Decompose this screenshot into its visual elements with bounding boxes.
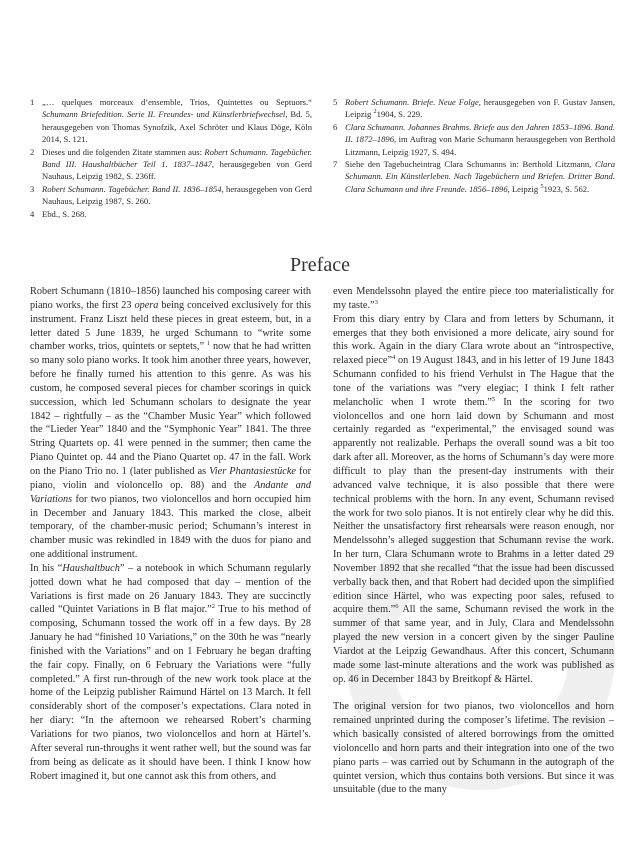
- text-run: Siehe den Tagebucheintrag Clara Schumanns in: Berthold Litzmann,: [345, 159, 595, 170]
- footnote-number: 5: [333, 97, 338, 107]
- text-run: Dieses und die folgenden Zitate stammen aus:: [42, 146, 205, 157]
- footnote-reference: 6: [395, 603, 399, 611]
- footnote-reference: 4: [392, 354, 396, 362]
- text-run: , im Auftrag von Marie Schumann herausgegeben von Berthold Litzmann, Leipzig 1927, S. 494.: [345, 134, 616, 157]
- footnote-reference: 3: [374, 298, 378, 306]
- text-run: , herausgegeben von Gerd Nauhaus, Leipzig 1982, S. 236ff.: [42, 159, 312, 182]
- paragraph: [30, 562, 311, 784]
- italic-text: Haushaltbuch: [62, 562, 120, 574]
- italic-text: Robert Schumann. Tagebücher. Band III. Haushaltbücher Teil 1. 1837–1847: [42, 146, 312, 170]
- text-run: on 19 August 1843, and in his letter of 19 June 1843 Schumann confided to his friend Verhulst in The Hague that the tone of the variations was “very elegiac; I think I felt rather melancholic when I wrote them.”: [333, 355, 614, 408]
- footnotes-left: [30, 96, 312, 220]
- text-run: 1923, S. 562.: [543, 183, 590, 194]
- footnote: [30, 208, 312, 220]
- footnote-reference: 5: [491, 395, 496, 403]
- footnote-reference: 1: [206, 340, 211, 348]
- footnote-number: 1: [30, 97, 35, 107]
- text-run: Ebd., S. 268.: [42, 208, 87, 219]
- footnote: [333, 96, 615, 121]
- text-run: even Mendelssohn played the entire piece too materialistically for my taste.”: [333, 286, 614, 311]
- footnote-reference: 5: [540, 182, 544, 190]
- footnote-reference: 2: [211, 603, 215, 611]
- text-run: True to his method of composing, Schumann tossed the work off in a few days. By 28 January he had “finished 10 Variations,” on the 30th he was “nearly finished with the Variations” and on 1 February he began drafting the fair copy. Finally, on 6 February the Variations were “fully completed.” A first run-through of the new work took place at the home of the Leipzig publisher Raimund Härtel on 13 March. It fell considerably short of the composer’s expectations. Clara noted in her diary: “In the afternoon we rehearsed Robert’s charming Variations for two pianos, two violoncellos and horn at Härtel’s. After several run-throughs it went rather well, but the sound was far from being as delicate as it should have been. I think I know how Robert imagined it, but one cannot ask this from others, and: [30, 604, 311, 782]
- footnote-number: 7: [333, 159, 338, 170]
- text-run: 1904, S. 229.: [376, 109, 423, 120]
- text-run: In the scoring for two violoncellos and one horn laid down by Schumann and most certainly regarded as “experimental,” the envisaged sound was apparently not realizable. Perhaps the overall sound was a bit too dark after all. Moreover, as the horns of Schumann’s day were more difficult to play than the present-day instruments with their advanced valve technique, it is also possible that there were technical problems with the horn. In any event, Schumann revised the work for two solo pianos. It is not entirely clear why he did this. Neither the unsatisfactory first rehearsals were reason enough, nor Mendelssohn’s alleged suggestion that Schumann revise the work. In her turn, Clara Schumann wrote to Brahms in a letter dated 29 November 1892 that she recalled “that the issue had been discussed verbally back then, and that Robert had decided upon the simplified edition since Härtel, who was expecting poor sales, refused to acquire them.”: [333, 396, 614, 616]
- body-column-right: [333, 285, 614, 797]
- paragraph: [30, 285, 311, 562]
- footnote: [30, 96, 312, 146]
- footnote-number: 3: [30, 183, 35, 194]
- italic-text: Andante and Variations: [30, 479, 311, 505]
- footnote: [333, 121, 615, 158]
- italic-text: Robert Schumann. Briefe. Neue Folge: [345, 97, 479, 107]
- footnote-number: 2: [30, 146, 35, 157]
- italic-text: Vier Phantasiestücke: [209, 465, 296, 477]
- italic-text: Schumann Briefedition. Serie II. Freundes- und Künstlerbriefwechsel: [42, 109, 286, 120]
- text-run: being conceived exclusively for this instrument. Franz Liszt held these pieces in great esteem, but, in a letter dated 5 June 1839, he urged Schumann to “write some chamber works, trios, quintets or septets,”: [30, 299, 311, 353]
- footnote-reference: 2: [373, 108, 377, 116]
- text-run: From this diary entry by Clara and from letters by Schumann, it emerges that they both envisioned a more delicate, airy sound for this work. Again in the diary Clara wrote about an “introspective, relaxed piece”: [333, 313, 614, 367]
- footnote-number: 4: [30, 208, 35, 219]
- text-run: for two pianos, two violoncellos and horn occupied him in December and January 1843. This marked the close, albeit temporary, of the chamber-music period; Schumann’s interest in chamber music was rekindled in 1849 with the duos for piano and one additional instrument.: [30, 493, 311, 561]
- paragraph: [333, 285, 614, 313]
- italic-text: Robert Schumann. Tagebücher. Band II. 1836–1854: [42, 183, 222, 194]
- text-run: All the same, Schumann revised the work in the summer of that same year, and in July, Clara and Mendelssohn played the new version in a concert given by the singer Pauline Viardot at the Leipzig Gewandhaus. After this concert, Schumann made some last-minute alterations and the work was published as op. 46 in December 1843 by Breitkopf & Härtel.: [333, 604, 614, 685]
- paragraph: [333, 313, 614, 687]
- footnote: [30, 183, 312, 208]
- italic-text: Clara Schumann. Ein Künstlerleben. Nach Tagebüchern und Briefen. Dritter Band. Clara Schumann und ihre Freunde. 1856–1896: [345, 159, 615, 194]
- text-run: , herausgegeben von F. Gustav Jansen, Leipzig: [345, 97, 615, 120]
- text-run: Robert Schumann (1810–1856) launched his composing career with piano works, the first 23: [30, 286, 311, 311]
- text-run: now that he had written so many solo piano works. It took him another three years, however, before he finally turned his attention to this genre. As was his custom, he composed several pieces for chamber scorings in quick succession, which led Schumann scholars to designate the year 1842 – rightfully – as the “Chamber Music Year” which followed the “Lieder Year” 1840 and the “Symphonic Year” 1841. The three String Quartets op. 41 were penned in the summer; then came the Piano Quintet op. 44 and the Piano Quartet op. 47 in the fall. Work on the Piano Trio no. 1 (later published as: [30, 341, 311, 477]
- text-run: for piano, violin and violoncello op. 88) and the: [30, 465, 311, 491]
- page-title: Preface: [290, 254, 350, 276]
- footnote: [333, 158, 615, 195]
- italic-text: opera: [134, 299, 159, 311]
- text-run: ” – a notebook in which Schumann regularly jotted down what he had composed that day – mention of the Variations is first made on 26 January 1843. They are succinctly called “Quintet Variations in B flat major.”: [30, 562, 311, 616]
- paragraph: [333, 700, 614, 797]
- footnotes-right: [333, 96, 615, 195]
- text-run: The original version for two pianos, two violoncellos and horn remained unprinted during the composer’s lifetime. The revision – which basically consisted of altered borrowings from the omitted violoncello and horn parts and their integration into one of the two piano parts – was carried out by Schumann in the autograph of the quintet version, which thus contains both versions. But since it was unsuitable (due to the many: [333, 701, 614, 796]
- footnote: [30, 146, 312, 183]
- text-run: , Bd. 5, herausgegeben von Thomas Synofzik, Axel Schröter und Klaus Döge, Köln 2014, S. 121.: [42, 109, 312, 145]
- footnote-number: 6: [333, 121, 338, 132]
- body-column-left: [30, 285, 311, 783]
- text-run: , herausgegeben von Gerd Nauhaus, Leipzig 1987, S. 260.: [42, 183, 312, 207]
- text-run: In his “: [30, 562, 63, 574]
- italic-text: Clara Schumann. Johannes Brahms. Briefe aus den Jahren 1853–1896. Band. II. 1872–1896: [345, 121, 615, 145]
- text-run: , Leipzig: [507, 183, 541, 194]
- text-run: „… quelques morceaux d’ensemble, Trios, Quintettes ou Septuors.“: [42, 97, 312, 107]
